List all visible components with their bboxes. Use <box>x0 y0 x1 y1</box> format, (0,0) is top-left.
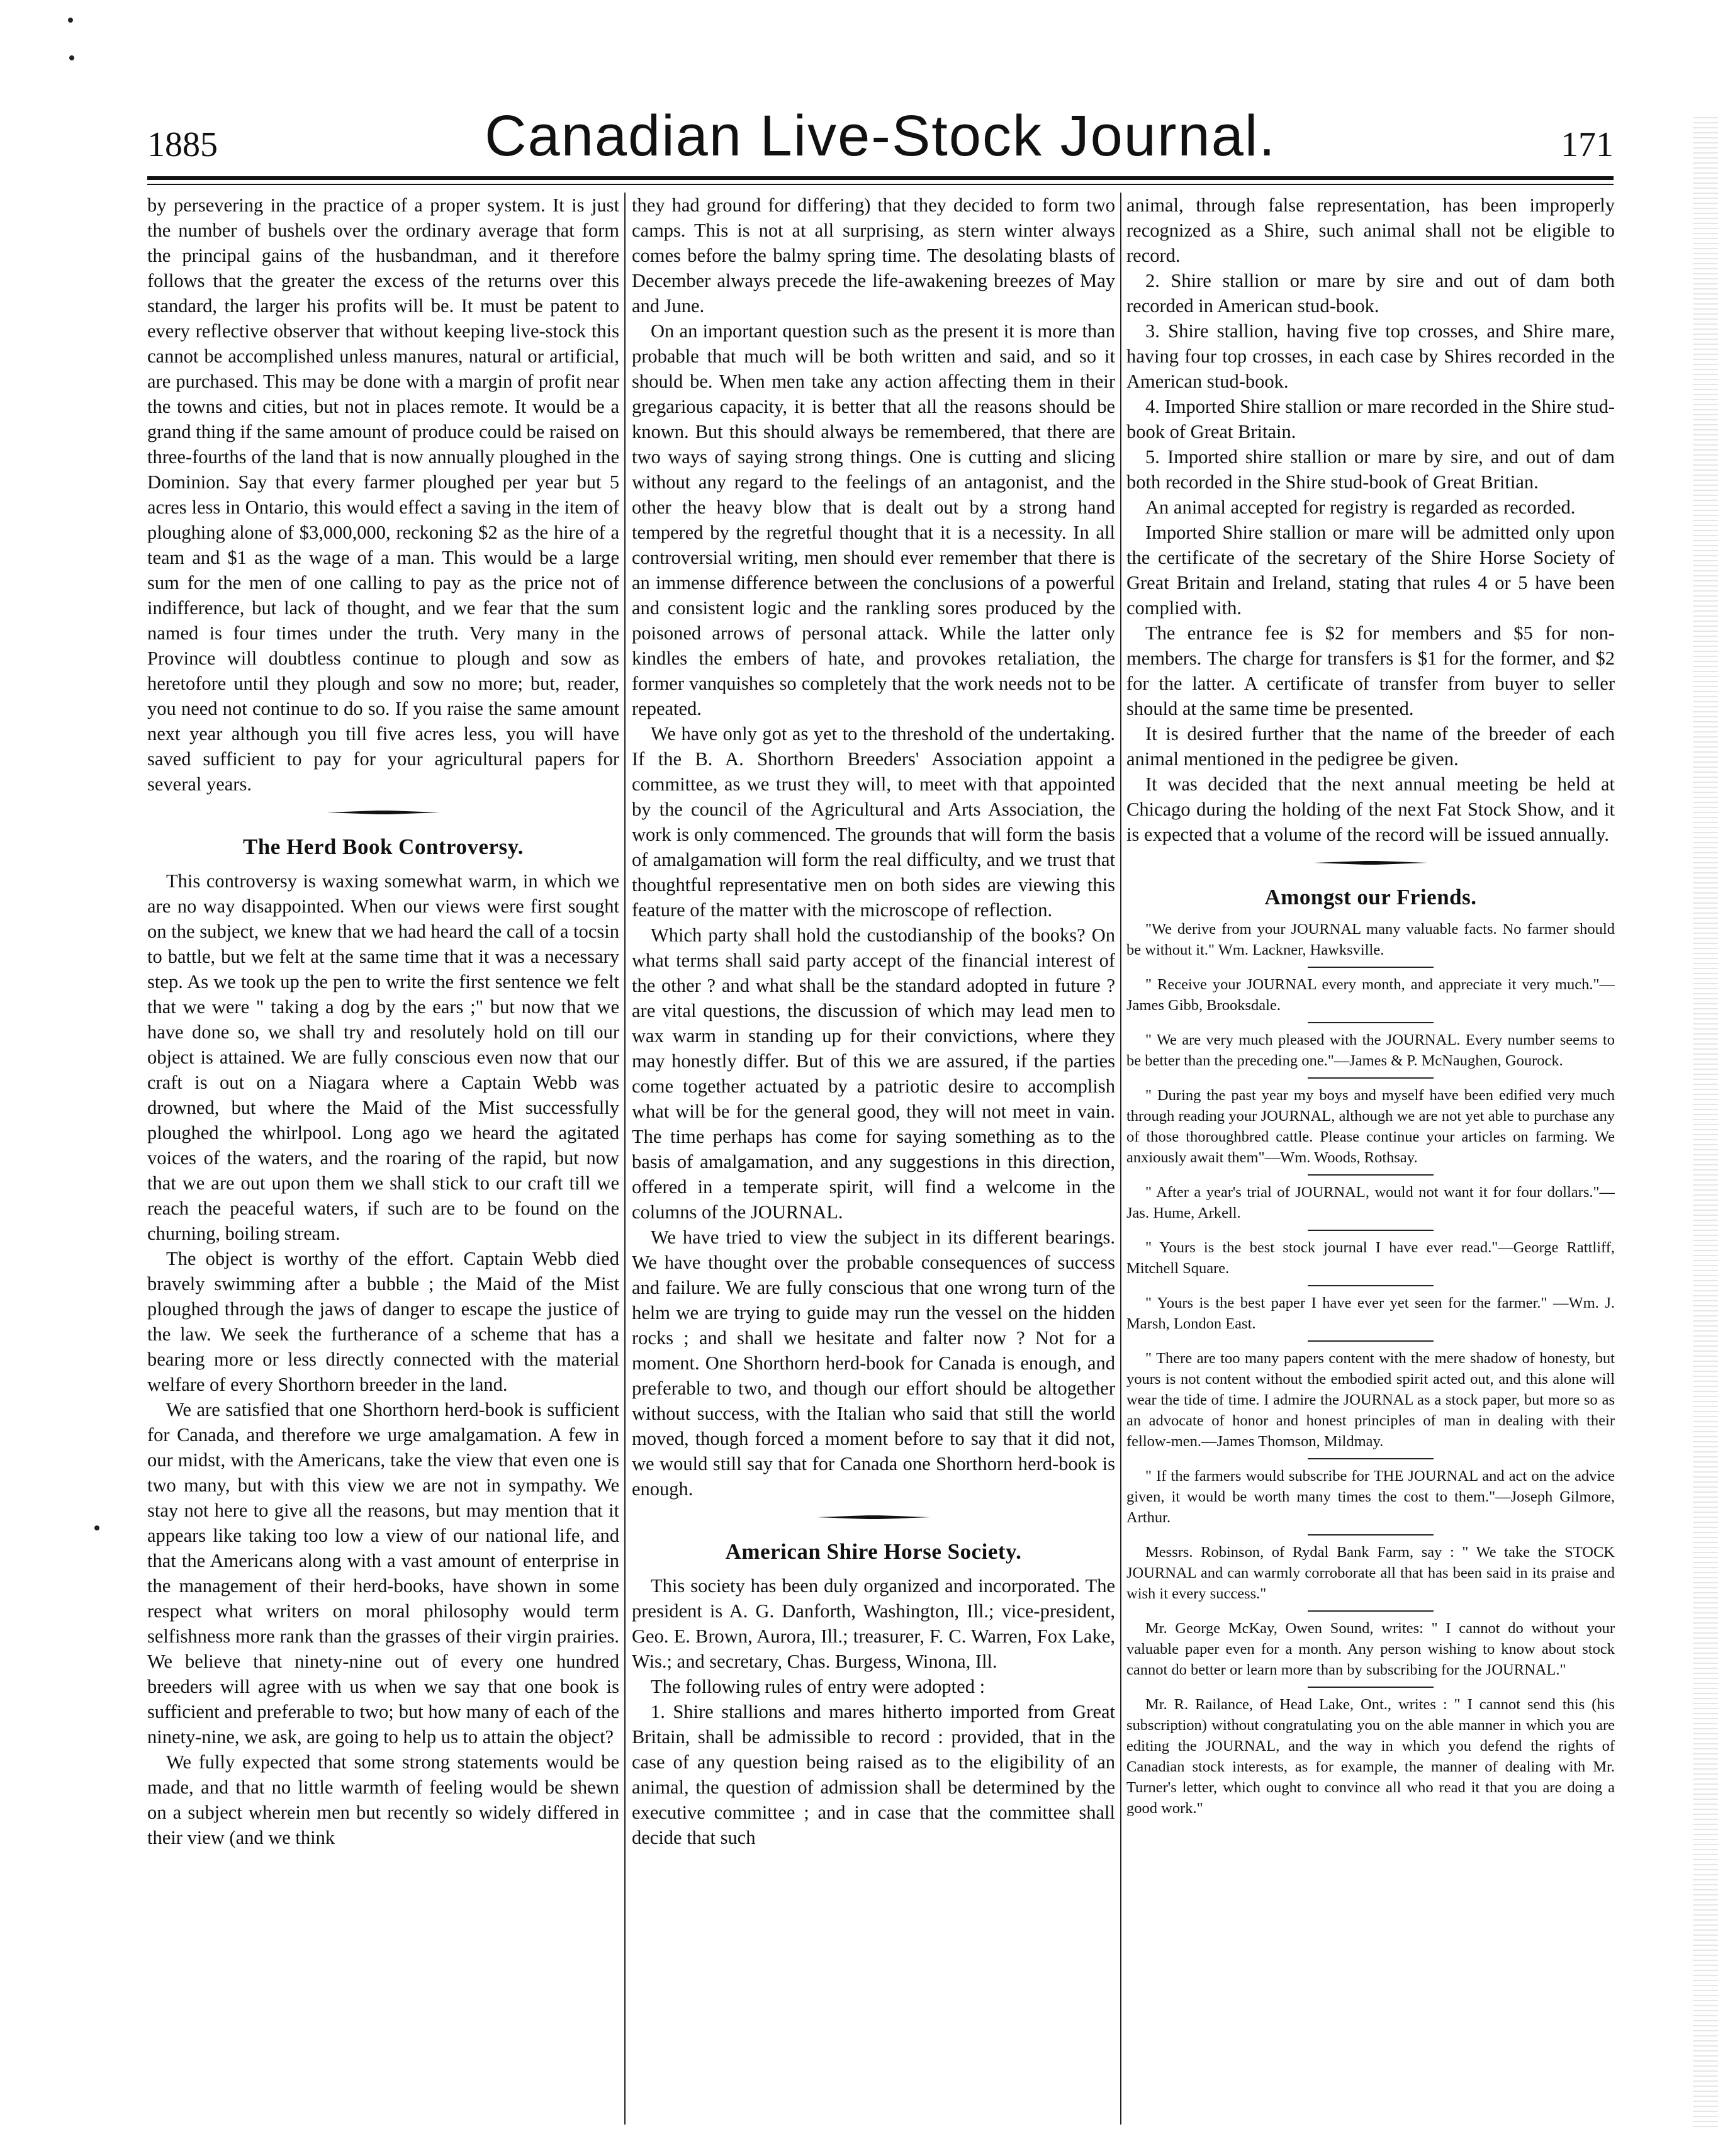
testimonial: " Yours is the best paper I have ever yet seen for the farmer." —Wm. J. Marsh, London East. <box>1126 1294 1615 1332</box>
testimonial: " We are very much pleased with the JOURNAL. Every number seems to be better than the preceding one."—James & P. McNaughen, Gourock. <box>1126 1031 1615 1069</box>
scan-speck <box>68 18 73 23</box>
section-heading-friends: Amongst our Friends. <box>1264 885 1477 909</box>
testimonial: " After a year's trial of JOURNAL, would not want it for four dollars."—Jas. Hume, Arkell. <box>1126 1184 1615 1221</box>
masthead-rule-thin <box>147 184 1614 185</box>
paragraph: This society has been duly organized and incorporated. The president is A. G. Danforth, Washington, Ill.; vice-president, Geo. E. Brown, Aurora, Ill.; treasurer, F. C. Warren, Fox Lake, Wis.; and secretary, Chas. Burgess, Winona, Ill. <box>632 1575 1115 1672</box>
divider <box>1308 1077 1434 1079</box>
paragraph: We fully expected that some strong statements would be made, and that no little warmth of feeling would be shewn on a subject wherein men but recently so widely differed in their view (and we think <box>147 1751 619 1848</box>
rule-item: 5. Imported shire stallion or mare by sire, and out of dam both recorded in the Shire stud-book of Great Britian. <box>1126 446 1615 493</box>
divider <box>1308 1534 1434 1536</box>
testimonial: Mr. George McKay, Owen Sound, writes: " I cannot do without your valuable paper even for a month. Any person wishing to know about stock cannot do better or learn more than by subscribing for the JOURNAL." <box>1126 1620 1615 1678</box>
testimonial: Mr. R. Railance, of Head Lake, Ont., writes : " I cannot send this (his subscription) without congratulating you on the able manner in which you are editing the JOURNAL, and the way in which you defend the rights of Canadian stock interests, as for example, the manner of dealing with Mr. Turner's letter, which ought to convince all who read it that you are doing a good work." <box>1126 1696 1615 1817</box>
column-1 <box>147 193 619 2131</box>
paragraph: they had ground for differing) that they decided to form two camps. This is not at all surprising, as stern winter always comes before the balmy spring time. The desolating blasts of December always precede the life-awakening breezes of May and June. <box>632 194 1115 317</box>
paragraph: The following rules of entry were adopted : <box>651 1676 985 1697</box>
masthead <box>147 99 1614 175</box>
masthead-year: 1885 <box>147 125 218 164</box>
column-divider <box>624 193 626 2125</box>
paragraph: 1. Shire stallions and mares hitherto imported from Great Britain, shall be admissible to record : provided, that in the case of any question being raised as to the eligibility of an animal, the question of admission shall be determined by the executive committee ; and in case that the committee shall decide that such <box>632 1701 1115 1848</box>
masthead-title: Canadian Live-Stock Journal. <box>485 104 1276 168</box>
divider <box>1308 1458 1434 1459</box>
page-number: 171 <box>1561 125 1614 164</box>
testimonial: "We derive from your JOURNAL many valuable facts. No farmer should be without it." Wm. Lackner, Hawksville. <box>1126 921 1615 958</box>
divider <box>1308 1230 1434 1231</box>
masthead-rule-thick <box>147 176 1614 180</box>
testimonials-list <box>1126 919 1615 1819</box>
paragraph: We are satisfied that one Shorthorn herd-book is sufficient for Canada, and therefore we urge amalgamation. A few in our midst, with the Americans, take the view that even one is two many, but with this view we are not in sympathy. We stay not here to give all the reasons, but may mention that it appears like taking too low a view of our national life, and that the Americans along with a vast amount of enterprise in the management of their herd-books, have shown in some respect what writers on moral philosophy would term selfishness more rank than the grasses of their virgin prairies. We believe that ninety-nine out of every one hundred breeders will agree with us when we say that one book is sufficient and preferable to two; but how many of each of the ninety-nine, we ask, are going to help us to attain the object? <box>147 1399 619 1748</box>
testimonial: " During the past year my boys and myself have been edified very much through reading your JOURNAL, although we are not yet able to purchase any of those thoroughbred cattle. Please continue your articles on farming. We anxiously await them"—Wm. Woods, Rothsay. <box>1126 1087 1615 1166</box>
divider <box>1308 1022 1434 1023</box>
paragraph: Imported Shire stallion or mare will be admitted only upon the certificate of the secretary of the Shire Horse Society of Great Britain and Ireland, stating that rules 4 or 5 have been complied with. <box>1126 522 1615 619</box>
paragraph: We have tried to view the subject in its different bearings. We have thought over the probable consequences of success and failure. We are fully conscious that one wrong turn of the helm we are trying to guide may run the vessel on the hidden rocks ; and shall we hesitate and falter now ? Not for a moment. One Shorthorn herd-book for Canada is enough, and preferable to two, and though our effort should be altogether without success, with the Italian who said that still the world moved, though forced a moment before to say that it did not, we would still say that for Canada one Shorthorn herd-book is enough. <box>632 1227 1115 1500</box>
divider <box>1308 1340 1434 1342</box>
paragraph: We have only got as yet to the threshold of the undertaking. If the B. A. Shorthorn Breeders' Association appoint a committee, as we trust they will, to meet with that appointed by the council of the Agricultural and Arts Association, the work is only commenced. The grounds that will form the basis of amalgamation will form the real difficulty, and we trust that thoughtful representative men on both sides are viewing this feature of the matter with the microscope of reflection. <box>632 723 1115 921</box>
paragraph: by persevering in the practice of a proper system. It is just the number of bushels over the ordinary average that form the principal gains of the husbandman, and it therefore follows that the greater the excess of the returns over this standard, the larger his profits will be. It must be patent to every reflective observer that without keeping live-stock this cannot be accomplished unless manures, natural or artificial, are purchased. This may be done with a margin of profit near the towns and cities, but not in places remote. It would be a grand thing if the same amount of produce could be raised on three-fourths of the land that is now annually ploughed in the Dominion. Say that every farmer ploughed per year but 5 acres less in Ontario, this would effect a saving in the item of ploughing alone of $3,000,000, reckoning $2 as the hire of a team and $1 as the wage of a man. This would be a large sum for the men of one calling to pay as the price not of indifference, but lack of thought, and we fear that the sum named is four times under the truth. Very many in the Province will doubtless continue to plough and sow as heretofore until they plough and sow no more; but, reader, you need not continue to do so. If you raise the same amount next year although you till five acres less, you will have saved sufficient to pay for your agricultural papers for several years. <box>147 194 619 795</box>
scan-edge-shadow <box>1693 113 1718 2127</box>
testimonial: " Receive your JOURNAL every month, and appreciate it very much."—James Gibb, Brooksdale. <box>1126 976 1615 1014</box>
rule-item: 4. Imported Shire stallion or mare recorded in the Shire stud-book of Great Britain. <box>1126 396 1615 442</box>
testimonial: Messrs. Robinson, of Rydal Bank Farm, say : " We take the STOCK JOURNAL and can warmly corroborate all that has been said in its praise and wish it every success." <box>1126 1544 1615 1602</box>
section-heading-shire-society: American Shire Horse Society. <box>725 1539 1022 1564</box>
paragraph: On an important question such as the present it is more than probable that much will be both written and said, and so it should be. When men take any action affecting them in their gregarious capacity, it is better that all the reasons should be known. But this should always be remembered, that there are two ways of saying strong things. One is cutting and slicing without any regard to the feelings of an antagonist, and the other the heavy blow that is dealt out by a strong hand tempered by the regretful thought that it is a necessity. In all controversial writing, men should ever remember that there is an immense difference between the conclusions of a powerful and consistent logic and the rankling sores produced by the poisoned arrows of personal attack. While the latter only kindles the embers of hate, and provokes retaliation, the former vanquishes so completely that the work needs not to be repeated. <box>632 320 1115 719</box>
column-2 <box>632 193 1115 2131</box>
testimonial: " Yours is the best stock journal I have ever read."—George Rattliff, Mitchell Square. <box>1126 1239 1615 1277</box>
column-3 <box>1126 193 1615 2131</box>
section-ornament <box>1126 857 1615 868</box>
divider <box>1308 1687 1434 1688</box>
column-divider <box>1120 193 1121 2125</box>
section-ornament <box>147 807 619 818</box>
divider <box>1308 1174 1434 1176</box>
paragraph: Which party shall hold the custodianship of the books? On what terms shall said party accept of the financial interest of the other ? and what shall be the standard adopted in future ? are vital questions, the discussion of which may lead men to wax warm in standing up for their convictions, where they may honestly differ. But of this we are assured, if the parties come together actuated by a patriotic desire to accomplish what will be for the general good, they will not meet in vain. The time perhaps has come for saying something as to the basis of amalgamation, and any suggestions in this direction, offered in a temperate spirit, will find a welcome in the columns of the JOURNAL. <box>632 924 1115 1223</box>
section-heading-herd-book: The Herd Book Controversy. <box>243 834 524 859</box>
rule-item: 3. Shire stallion, having five top crosses, and Shire mare, having four top crosses, in each case by Shires recorded in the American stud-book. <box>1126 320 1615 392</box>
testimonial: " If the farmers would subscribe for THE JOURNAL and act on the advice given, it would be worth many times the cost to them."—Joseph Gilmore, Arthur. <box>1126 1468 1615 1526</box>
scan-speck <box>69 55 74 60</box>
paragraph: The entrance fee is $2 for members and $5 for non-members. The charge for transfers is $1 for the former, and $2 for the latter. A certificate of transfer from buyer to seller should at the same time be presented. <box>1126 622 1615 719</box>
scan-speck <box>94 1525 99 1530</box>
testimonial: " There are too many papers content with the mere shadow of honesty, but yours is not content without the embodied spirit acted out, and this alone will wear the tide of time. I admire the JOURNAL as a stock paper, but more so as an advocate of honor and honest principles of man in dealing with their fellow-men.—James Thomson, Mildmay. <box>1126 1350 1615 1450</box>
divider <box>1308 967 1434 968</box>
divider <box>1308 1285 1434 1286</box>
paragraph: It is desired further that the name of the breeder of each animal mentioned in the pedigree be given. <box>1126 723 1615 770</box>
section-ornament <box>632 1512 1115 1523</box>
divider <box>1308 1610 1434 1612</box>
paragraph: An animal accepted for registry is regarded as recorded. <box>1145 497 1576 518</box>
paragraph: It was decided that the next annual meeting be held at Chicago during the holding of the next Fat Stock Show, and it is expected that a volume of the record will be issued annually. <box>1126 773 1615 845</box>
paragraph: The object is worthy of the effort. Captain Webb died bravely swimming after a bubble ; the Maid of the Mist ploughed through the jaws of danger to escape the justice of the law. We seek the furtherance of a scheme that has a bearing more or less directly connected with the material welfare of every Shorthorn breeder in the land. <box>147 1248 619 1395</box>
rule-item: 2. Shire stallion or mare by sire and out of dam both recorded in American stud-book. <box>1126 270 1615 317</box>
paragraph: This controversy is waxing somewhat warm, in which we are no way disappointed. When our views were first sought on the subject, we knew that we had heard the call of a tocsin to battle, but we felt at the same time that it was a necessary step. As we took up the pen to write the first sentence we felt that we were " taking a dog by the ears ;" but now that we have done so, we shall try and resolutely hold on till our object is attained. We are fully conscious even now that our craft is out on a Niagara where a Captain Webb was drowned, but where the Maid of the Mist successfully ploughed the whirlpool. Long ago we heard the agitated voices of the waters, and the roaring of the rapid, but now that we are out upon them we shall stick to our craft till we reach the peaceful waters, if such are to be found on the churning, boiling stream. <box>147 870 619 1244</box>
paragraph: animal, through false representation, has been improperly recognized as a Shire, such animal shall not be eligible to record. <box>1126 194 1615 266</box>
